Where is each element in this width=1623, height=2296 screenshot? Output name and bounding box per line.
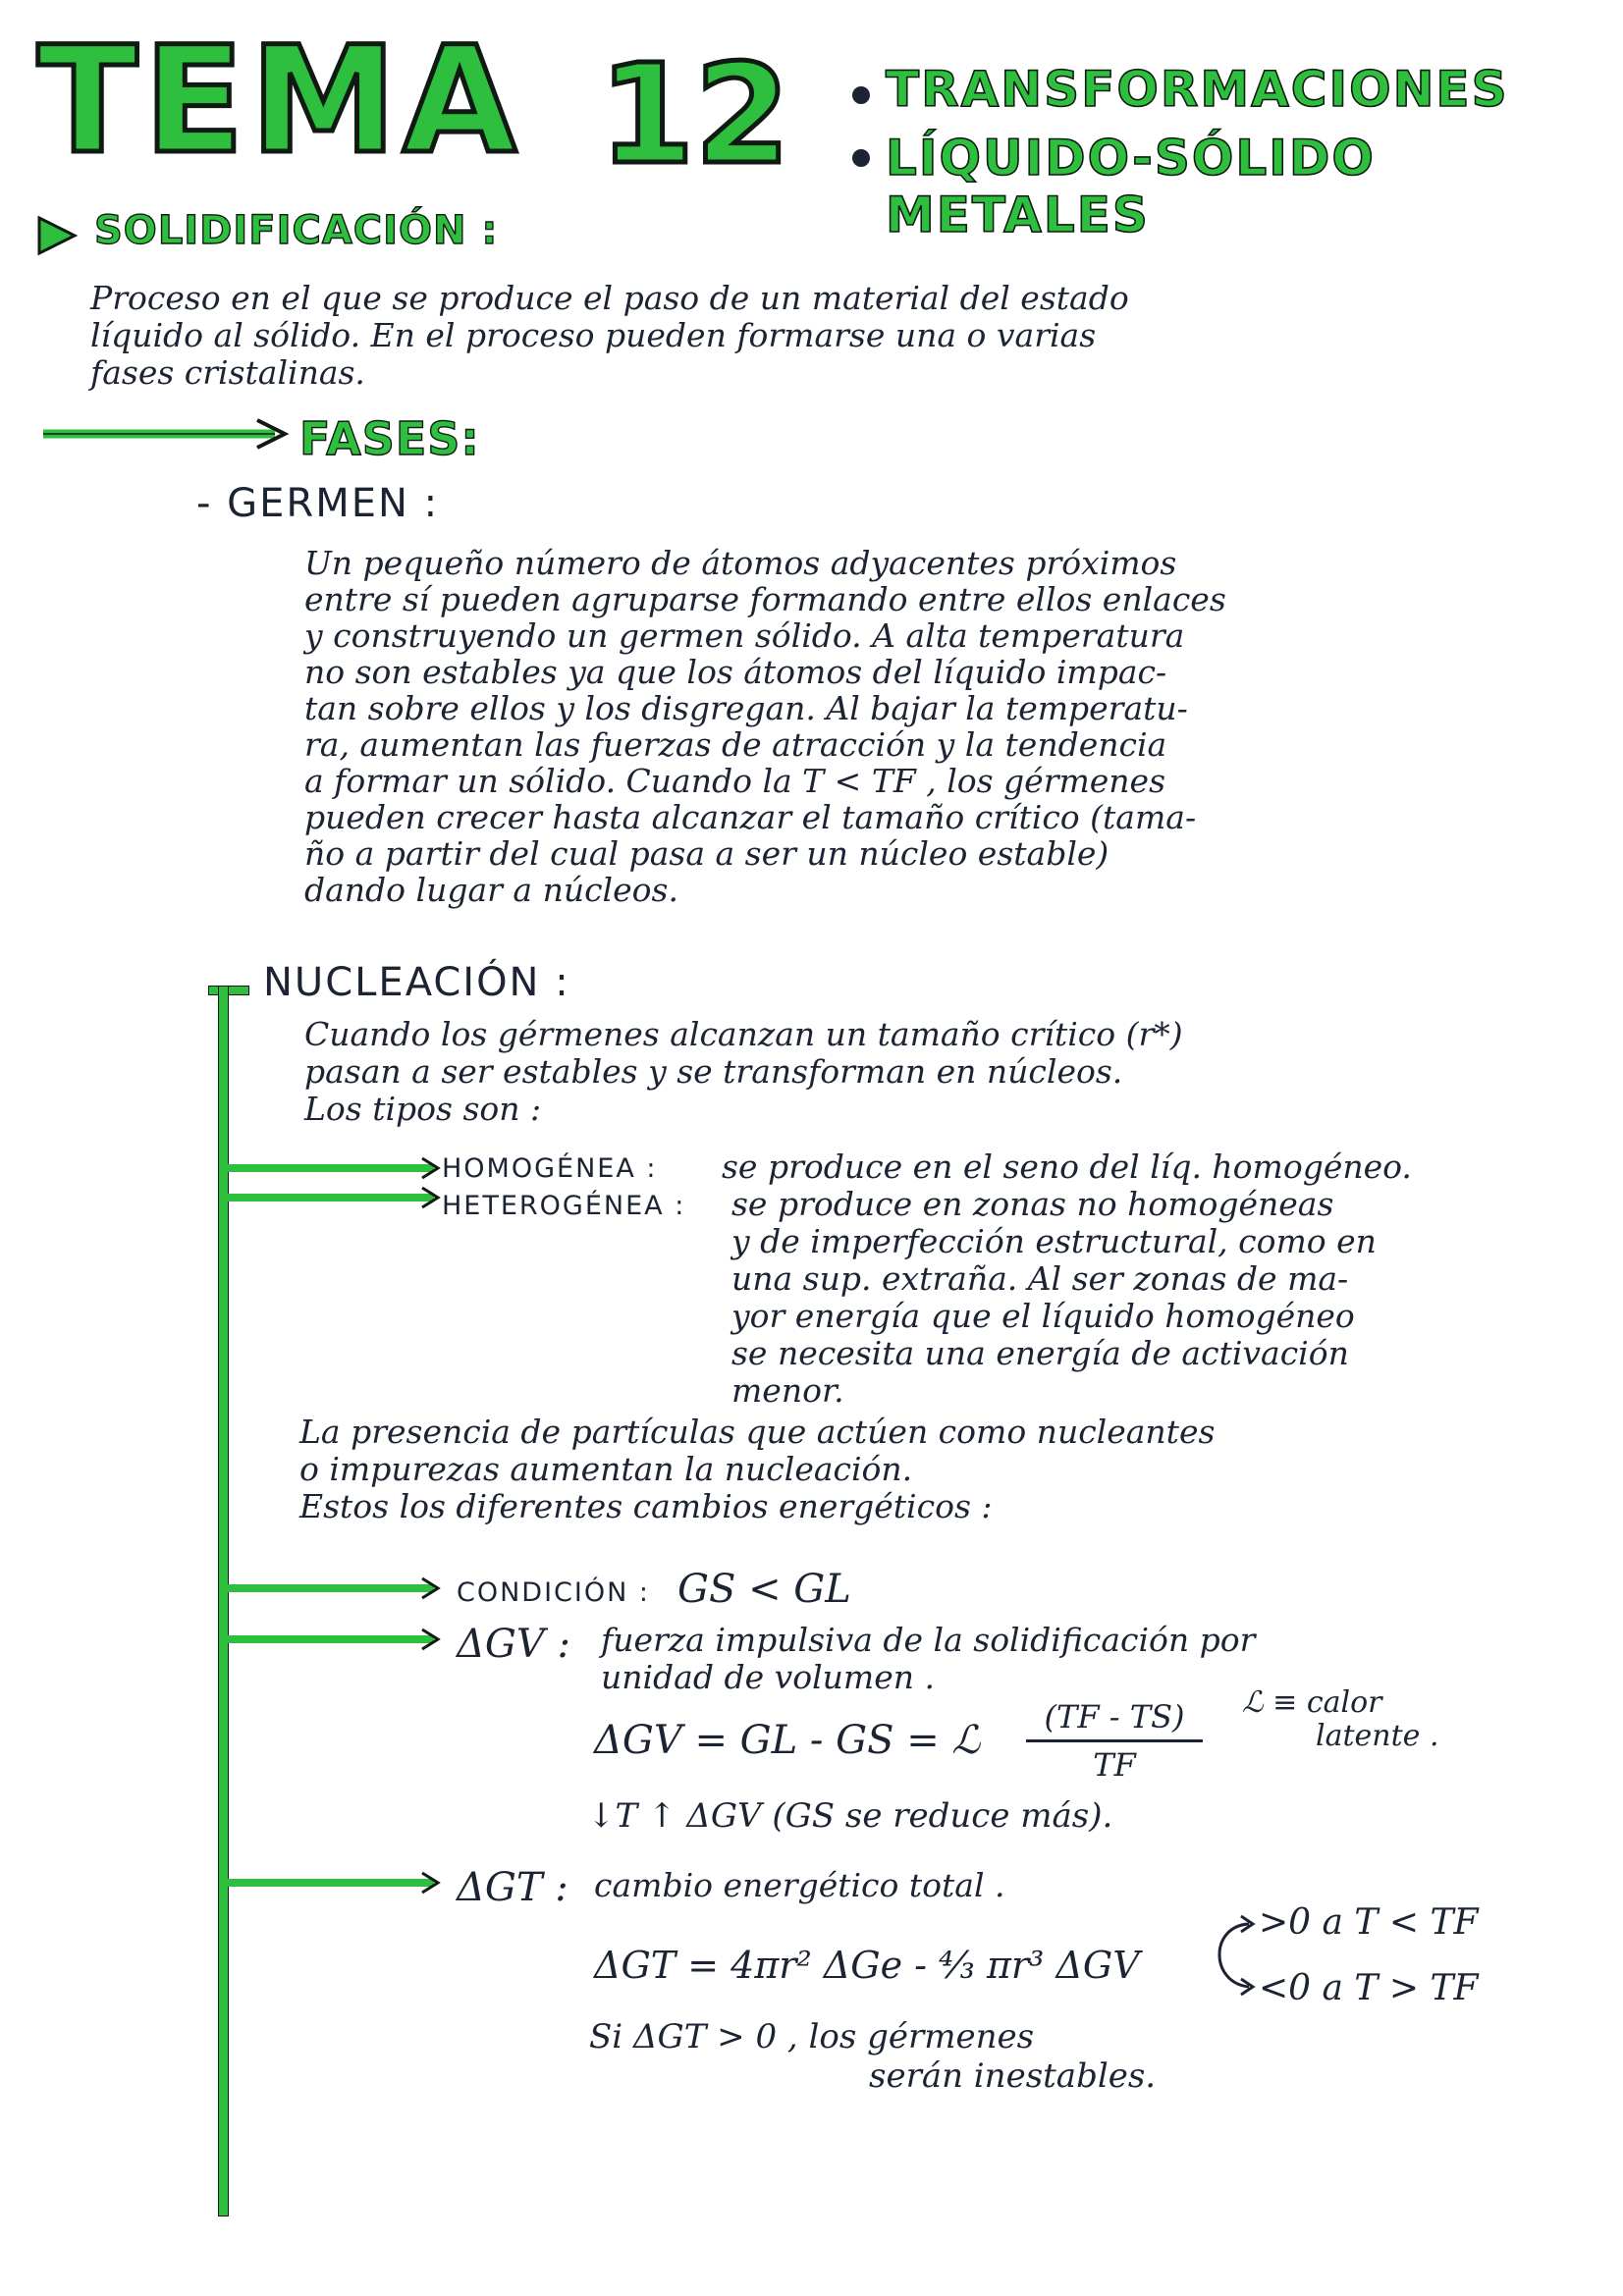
fraction-bar bbox=[1026, 1739, 1203, 1742]
text-line: La presencia de partículas que actúen como nucleantes bbox=[299, 1413, 1216, 1451]
branch-positive: >0 a T < TF bbox=[1259, 1902, 1479, 1943]
text-line: Estos los diferentes cambios energéticos : bbox=[299, 1487, 993, 1525]
branch-arrow-dgv bbox=[222, 1622, 458, 1661]
text-line: Un pequeño número de átomos adyacentes próximos bbox=[304, 544, 1177, 582]
text-line: y construyendo un germen sólido. A alta temperatura bbox=[304, 616, 1185, 655]
text-line: fases cristalinas. bbox=[90, 353, 365, 392]
text-line: latente . bbox=[1316, 1719, 1439, 1753]
bullet-dot-1 bbox=[852, 86, 870, 104]
text-dgt-conclusion bbox=[589, 2017, 1156, 2096]
triangle-bullet-icon bbox=[35, 214, 79, 257]
subtitle-line-2: LÍQUIDO-SÓLIDO METALES bbox=[886, 130, 1376, 243]
nucleacion-intro bbox=[304, 1016, 1581, 1128]
formula-dgt: ΔGT = 4πr² ΔGe - ⁴⁄₃ πr³ ΔGV bbox=[594, 1944, 1140, 1987]
text-line: dando lugar a núcleos. bbox=[304, 871, 678, 909]
text-line: no son estables ya que los átomos del líquido impac- bbox=[304, 653, 1167, 691]
text-line: yor energía que el líquido homogéneo bbox=[731, 1297, 1355, 1335]
text-line: se necesita una energía de activación bbox=[731, 1334, 1349, 1372]
subtitle-line-1: TRANSFORMACIONES bbox=[886, 61, 1509, 118]
branch-arrows-energy bbox=[222, 1571, 458, 1629]
text-homogenea: se produce en el seno del líq. homogéneo. bbox=[722, 1148, 1412, 1186]
text-dgt: cambio energético total . bbox=[594, 1866, 1005, 1904]
text-line: líquido al sólido. En el proceso pueden formarse una o varias bbox=[90, 316, 1097, 354]
text-line: serán inestables. bbox=[869, 2056, 1157, 2096]
text-line: una sup. extraña. Al ser zonas de ma- bbox=[731, 1259, 1349, 1298]
text-dgv-arrows: ↓T ↑ ΔGV (GS se reduce más). bbox=[587, 1796, 1113, 1836]
heading-germen: - GERMEN : bbox=[196, 481, 440, 526]
text-presence bbox=[299, 1414, 1596, 1525]
title-number: 12 bbox=[599, 35, 790, 195]
label-heterogenea: HETEROGÉNEA : bbox=[442, 1191, 686, 1221]
label-condicion: CONDICIÓN : bbox=[457, 1577, 650, 1608]
heading-nucleacion: NUCLEACIÓN : bbox=[263, 960, 570, 1005]
text-line: fuerza impulsiva de la solidificación por bbox=[601, 1621, 1256, 1659]
branch-arrow-dgt bbox=[222, 1865, 458, 1904]
branch-negative: <0 a T > TF bbox=[1259, 1968, 1479, 2008]
title-tema: TEMA bbox=[37, 16, 523, 187]
branch-arrows-tipos bbox=[222, 1147, 458, 1215]
solidificacion-text bbox=[90, 280, 1563, 392]
germen-text bbox=[304, 545, 1581, 908]
fraction-denominator: TF bbox=[1093, 1746, 1136, 1784]
heading-solidificacion: SOLIDIFICACIÓN : bbox=[94, 208, 499, 253]
formula-dgv-fraction bbox=[1026, 1698, 1203, 1784]
text-line: pueden crecer hasta alcanzar el tamaño crítico (tama- bbox=[304, 798, 1197, 836]
formula-condicion: GS < GL bbox=[677, 1567, 851, 1612]
text-line: menor. bbox=[731, 1371, 844, 1410]
text-line: unidad de volumen . bbox=[601, 1658, 935, 1696]
fases-arrow-icon bbox=[39, 412, 295, 452]
text-line: ℒ ≡ calor bbox=[1242, 1685, 1382, 1720]
text-line: se produce en zonas no homogéneas bbox=[731, 1185, 1334, 1223]
label-dgt: ΔGT : bbox=[457, 1865, 568, 1910]
heading-fases: FASES: bbox=[299, 412, 480, 465]
text-heterogenea bbox=[731, 1186, 1596, 1410]
text-line: Los tipos son : bbox=[304, 1090, 542, 1128]
tree-cap bbox=[208, 986, 249, 995]
label-dgv: ΔGV : bbox=[457, 1622, 570, 1667]
text-line: Proceso en el que se produce el paso de un material del estado bbox=[90, 279, 1129, 317]
text-line: entre sí pueden agruparse formando entre ellos enlaces bbox=[304, 580, 1226, 618]
fraction-numerator: (TF - TS) bbox=[1044, 1698, 1185, 1735]
bullet-dot-2 bbox=[852, 149, 870, 167]
note-calor-latente bbox=[1242, 1686, 1439, 1753]
text-line: ra, aumentan las fuerzas de atracción y la tendencia bbox=[304, 725, 1167, 764]
text-line: y de imperfección estructural, como en bbox=[731, 1222, 1377, 1260]
text-line: Cuando los gérmenes alcanzan un tamaño crítico (r*) bbox=[304, 1015, 1183, 1053]
text-dgv bbox=[601, 1622, 1583, 1696]
text-line: a formar un sólido. Cuando la T < TF , los gérmenes bbox=[304, 762, 1166, 800]
text-line: tan sobre ellos y los disgregan. Al bajar la temperatu- bbox=[304, 689, 1188, 727]
formula-dgv-left: ΔGV = GL - GS = ℒ bbox=[594, 1718, 981, 1763]
text-line: pasan a ser estables y se transforman en núcleos. bbox=[304, 1052, 1123, 1091]
text-line: o impurezas aumentan la nucleación. bbox=[299, 1450, 913, 1488]
label-homogenea: HOMOGÉNEA : bbox=[442, 1153, 658, 1184]
text-line: Si ΔGT > 0 , los gérmenes bbox=[589, 2017, 1035, 2056]
text-line: ño a partir del cual pasa a ser un núcleo estable) bbox=[304, 834, 1109, 873]
